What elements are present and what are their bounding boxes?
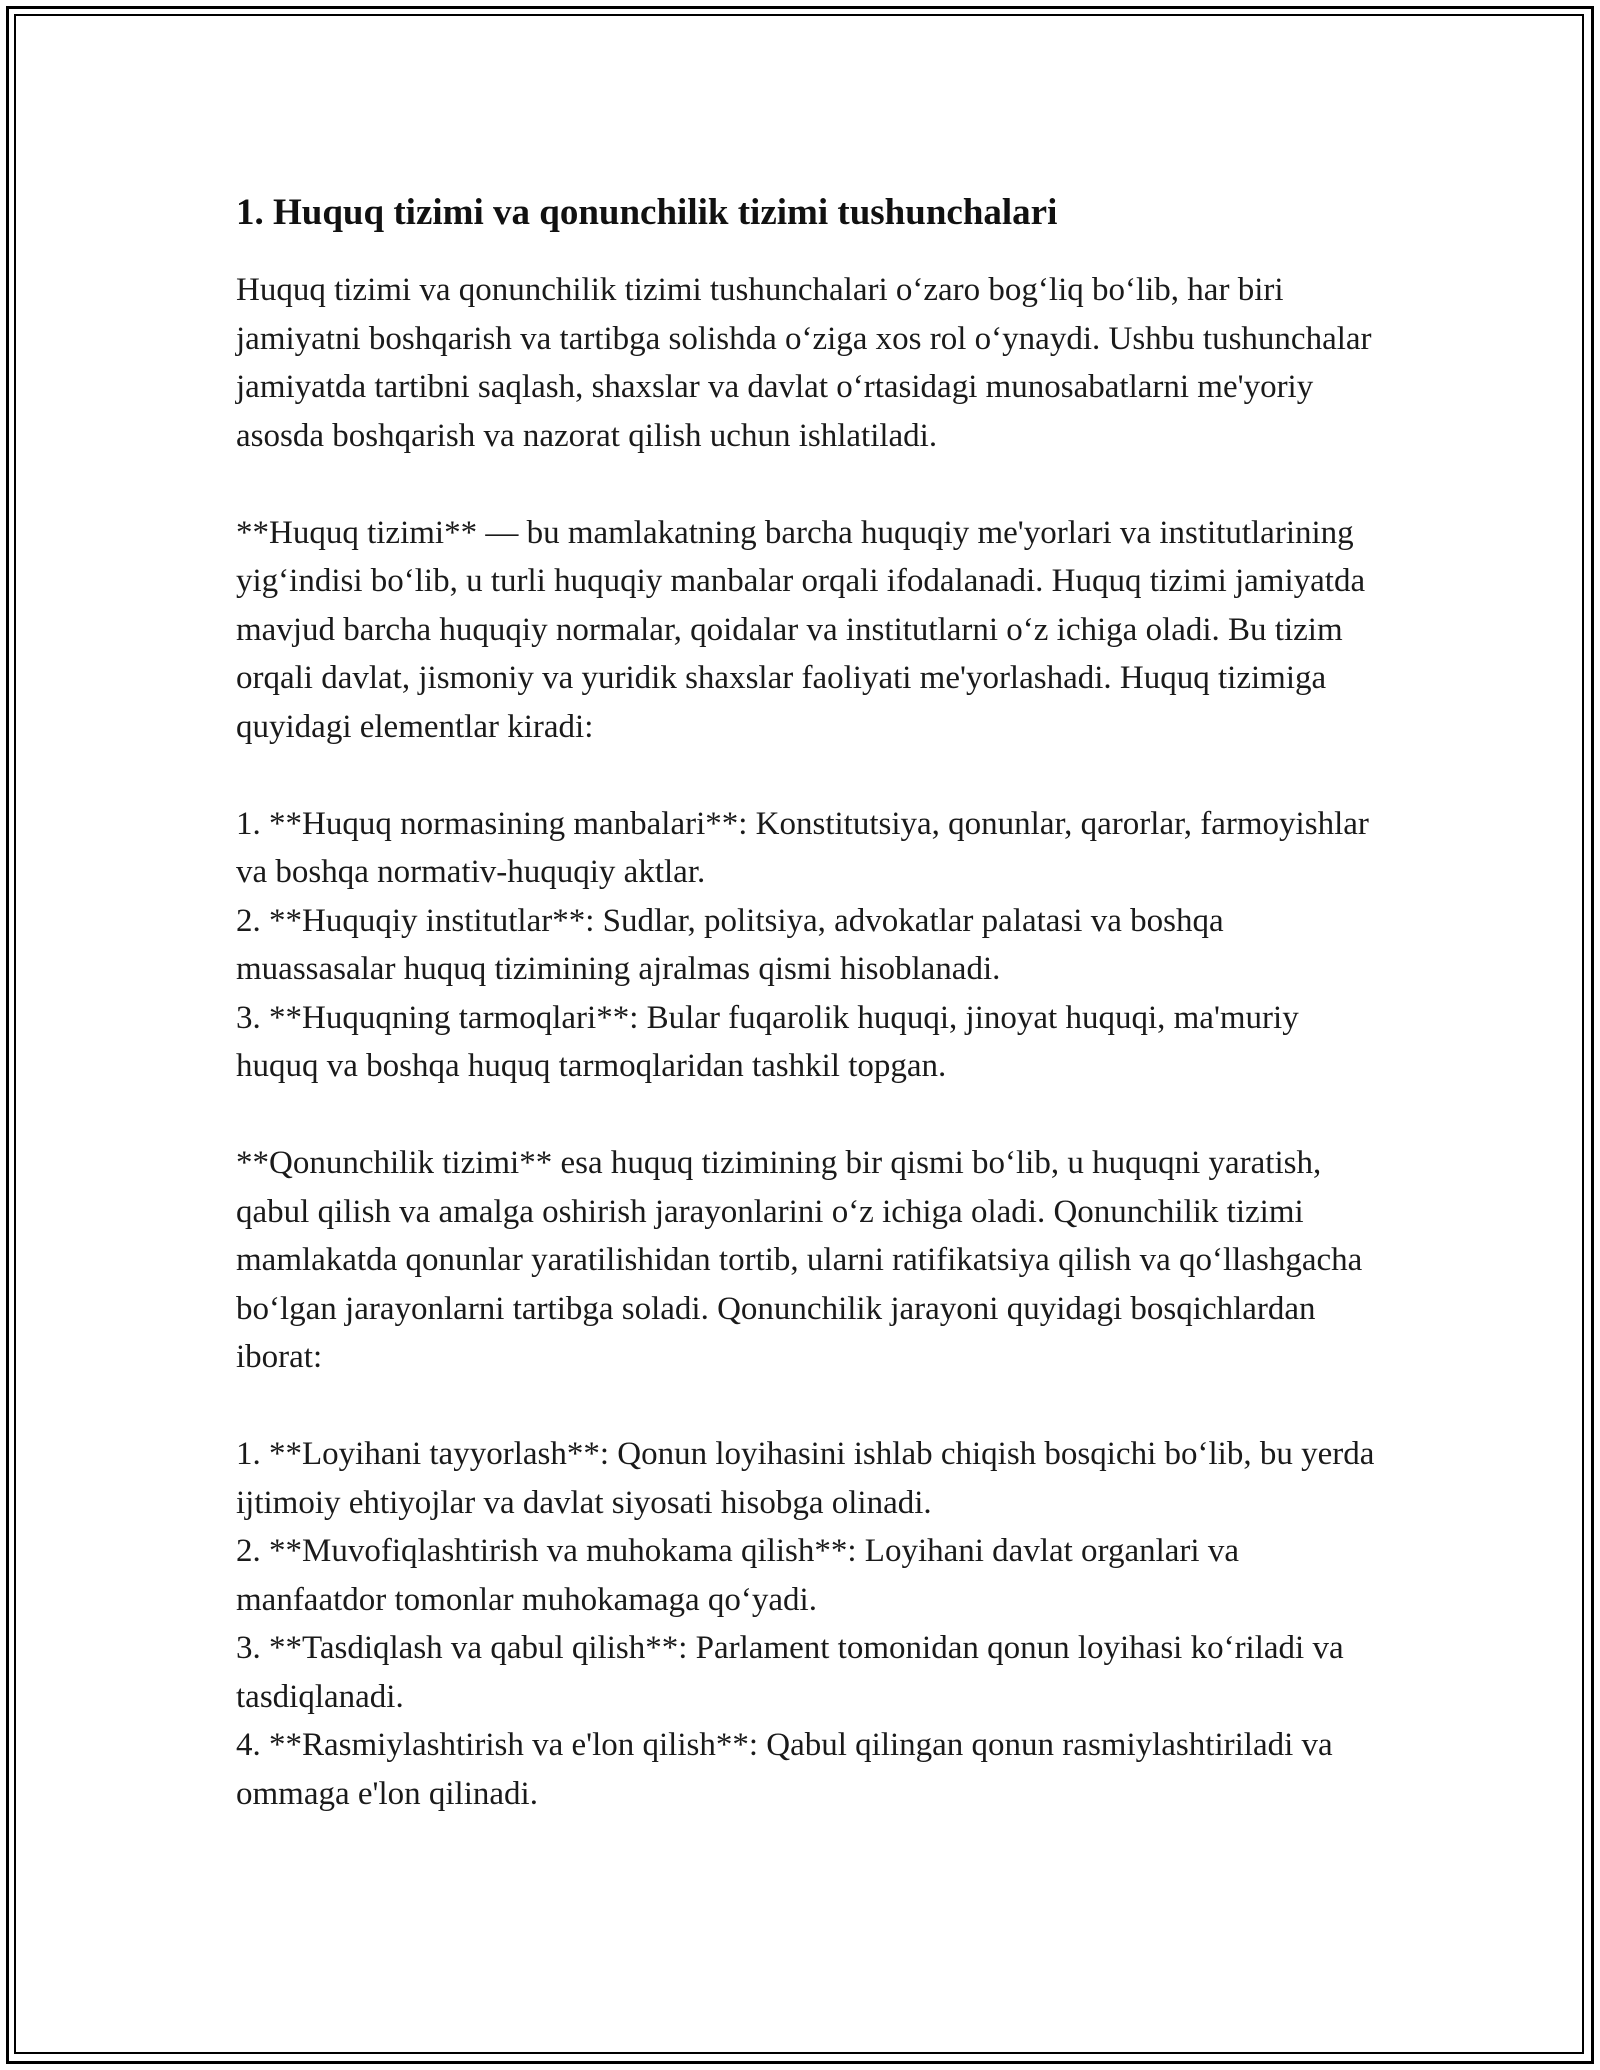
document-body xyxy=(236,188,1376,1818)
legislative-stage-2: 2. **Muvofiqlashtirish va muhokama qilish**: Loyihani davlat organlari va manfaatdor tomonlar muhokamaga qo‘yadi. xyxy=(236,1533,1239,1618)
legal-system-item-1: 1. **Huquq normasining manbalari**: Konstitutsiya, qonunlar, qarorlar, farmoyishlar va boshqa normativ-huquqiy aktlar. xyxy=(236,805,1369,890)
legal-system-item-3: 3. **Huquqning tarmoqlari**: Bular fuqarolik huquqi, jinoyat huquqi, ma'muriy huquq va boshqa huquq tarmoqlaridan tashkil topgan. xyxy=(236,999,1299,1084)
section-heading: 1. Huquq tizimi va qonunchilik tizimi tushunchalari xyxy=(236,192,1058,233)
legislative-stage-4: 4. **Rasmiylashtirish va e'lon qilish**: Qabul qilingan qonun rasmiylashtiriladi va ommaga e'lon qilinadi. xyxy=(236,1727,1333,1812)
paragraph-gap xyxy=(236,1382,1376,1431)
paragraph-gap xyxy=(236,1091,1376,1140)
paragraph-gap xyxy=(236,751,1376,800)
legislative-stage-3: 3. **Tasdiqlash va qabul qilish**: Parlament tomonidan qonun loyihasi ko‘riladi va tasdiqlanadi. xyxy=(236,1630,1344,1715)
legal-system-paragraph: **Huquq tizimi** — bu mamlakatning barcha huquqiy me'yorlari va institutlarining yig‘indisi bo‘lib, u turli huquqiy manbalar orqali ifodalanadi. Huquq tizimi jamiyatda mavjud barcha huquqiy normalar, qoidalar va institutlarni o‘z ichiga oladi. Bu tizim orqali davlat, jismoniy va yuridik shaxslar faoliyati me'yorlashadi. Huquq tizimiga quyidagi elementlar kiradi: xyxy=(236,514,1366,745)
legislative-system-paragraph: **Qonunchilik tizimi** esa huquq tizimining bir qismi bo‘lib, u huquqni yaratish, qabul qilish va amalga oshirish jarayonlarini o‘z ichiga oladi. Qonunchilik tizimi mamlakatda qonunlar yaratilishidan tortib, ularni ratifikatsiya qilish va qo‘llashgacha bo‘lgan jarayonlarni tartibga soladi. Qonunchilik jarayoni quyidagi bosqichlardan iborat: xyxy=(236,1145,1363,1375)
legal-system-item-2: 2. **Huquqiy institutlar**: Sudlar, politsiya, advokatlar palatasi va boshqa muassasalar huquq tizimining ajralmas qismi hisoblanadi. xyxy=(236,902,1224,987)
intro-paragraph: Huquq tizimi va qonunchilik tizimi tushunchalari o‘zaro bog‘liq bo‘lib, har biri jamiyatni boshqarish va tartibga solishda o‘ziga xos rol o‘ynaydi. Ushbu tushunchalar jamiyatda tartibni saqlash, shaxslar va davlat o‘rtasidagi munosabatlarni me'yoriy asosda boshqarish va nazorat qilish uchun ishlatiladi. xyxy=(236,272,1372,454)
paragraph-gap xyxy=(236,460,1376,509)
legislative-stage-1: 1. **Loyihani tayyorlash**: Qonun loyihasini ishlab chiqish bosqichi bo‘lib, bu yerda ijtimoiy ehtiyojlar va davlat siyosati hisobga olinadi. xyxy=(236,1436,1375,1521)
